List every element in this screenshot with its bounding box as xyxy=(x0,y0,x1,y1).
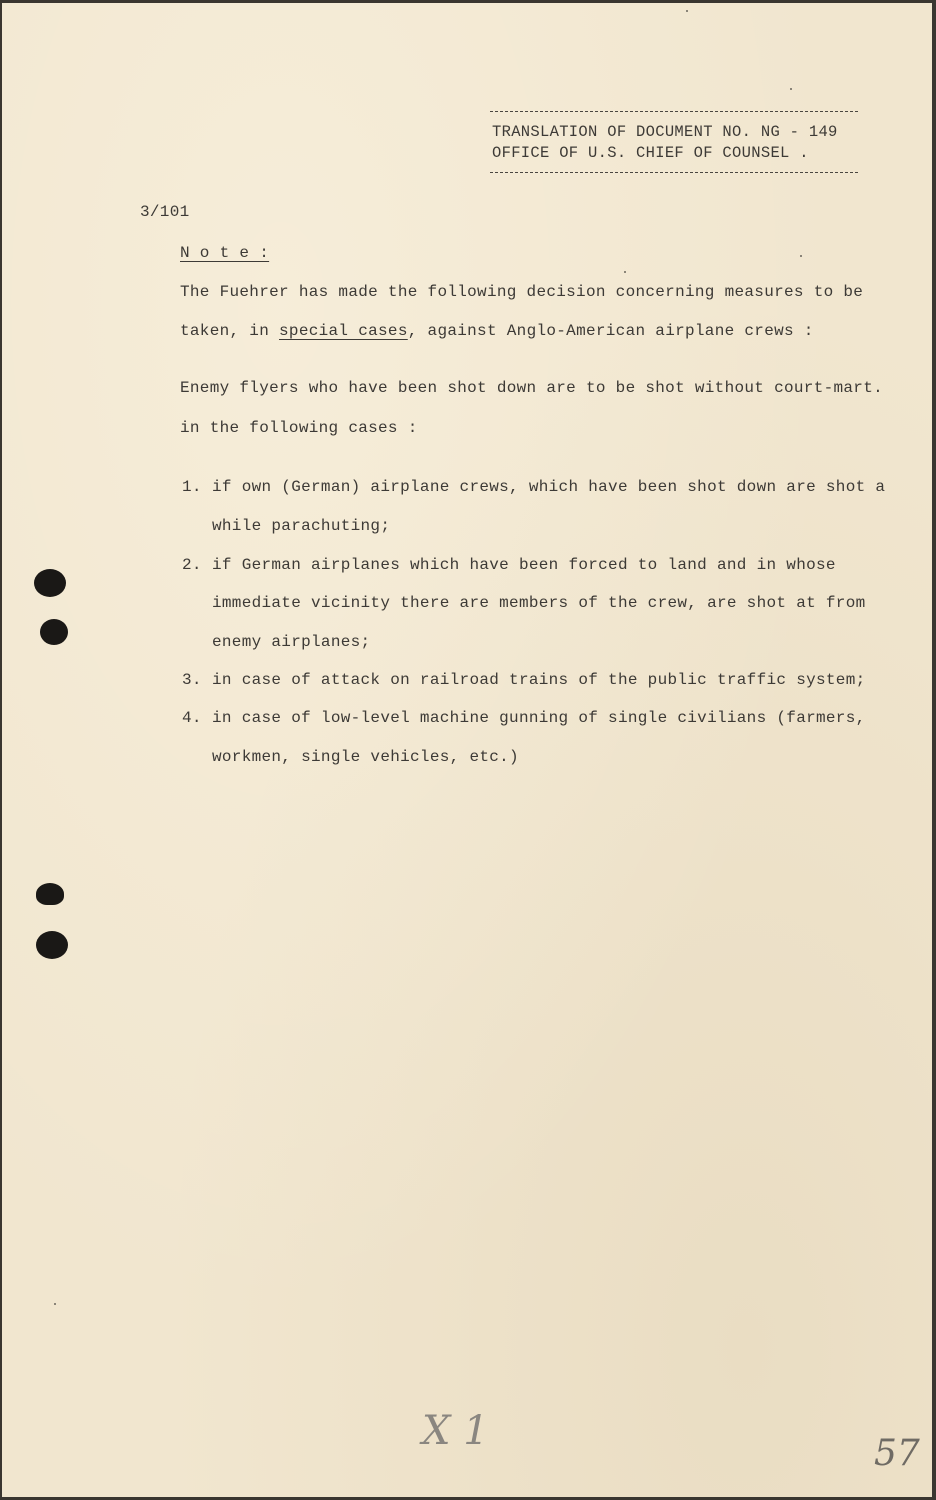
header-title: TRANSLATION OF DOCUMENT NO. NG - 149 xyxy=(492,123,838,141)
handwritten-mark: X 1 xyxy=(422,1408,489,1454)
paper-speck xyxy=(800,255,802,257)
case-4-number: 4. xyxy=(182,709,202,727)
translation-header xyxy=(490,111,858,173)
punch-hole-2 xyxy=(40,619,68,645)
punch-hole-4 xyxy=(36,931,68,959)
intro-line-2-end: , against Anglo-American airplane crews : xyxy=(407,322,814,340)
paper-speck xyxy=(686,10,688,12)
intro-line-2-start: taken, in xyxy=(180,322,280,340)
paper-speck xyxy=(790,88,792,90)
case-2-line-2: immediate vicinity there are members of the crew, are shot at from xyxy=(212,594,866,612)
punch-hole-3 xyxy=(36,883,64,905)
header-bottom-rule xyxy=(490,172,858,173)
paper-speck xyxy=(624,271,626,273)
reference-number: 3/101 xyxy=(140,203,190,221)
case-2-number: 2. xyxy=(182,556,202,574)
case-2-line-3: enemy airplanes; xyxy=(212,633,371,651)
case-1-number: 1. xyxy=(182,478,202,496)
header-top-rule xyxy=(490,111,858,112)
intro-line-2 xyxy=(180,322,814,340)
handwritten-page-number: 57 xyxy=(874,1433,920,1474)
case-3-line-1: in case of attack on railroad trains of the public traffic system; xyxy=(212,671,866,689)
rule-line-2: in the following cases : xyxy=(180,419,418,437)
intro-line-1: The Fuehrer has made the following decision concerning measures to be xyxy=(180,283,864,301)
case-4-line-1: in case of low-level machine gunning of single civilians (farmers, xyxy=(212,709,866,727)
case-3-number: 3. xyxy=(182,671,202,689)
paper-speck xyxy=(54,1303,56,1305)
rule-line-1: Enemy flyers who have been shot down are to be shot without court-mart. xyxy=(180,379,884,397)
header-office: OFFICE OF U.S. CHIEF OF COUNSEL . xyxy=(492,144,809,162)
case-1-line-1: if own (German) airplane crews, which have been shot down are shot a xyxy=(212,478,886,496)
case-4-line-2: workmen, single vehicles, etc.) xyxy=(212,748,519,766)
document-page xyxy=(2,3,932,1497)
special-cases-underlined: special cases xyxy=(279,322,408,340)
case-2-line-1: if German airplanes which have been forced to land and in whose xyxy=(212,556,836,574)
punch-hole-1 xyxy=(34,569,66,597)
case-1-line-2: while parachuting; xyxy=(212,517,391,535)
note-heading: N o t e : xyxy=(180,244,270,262)
